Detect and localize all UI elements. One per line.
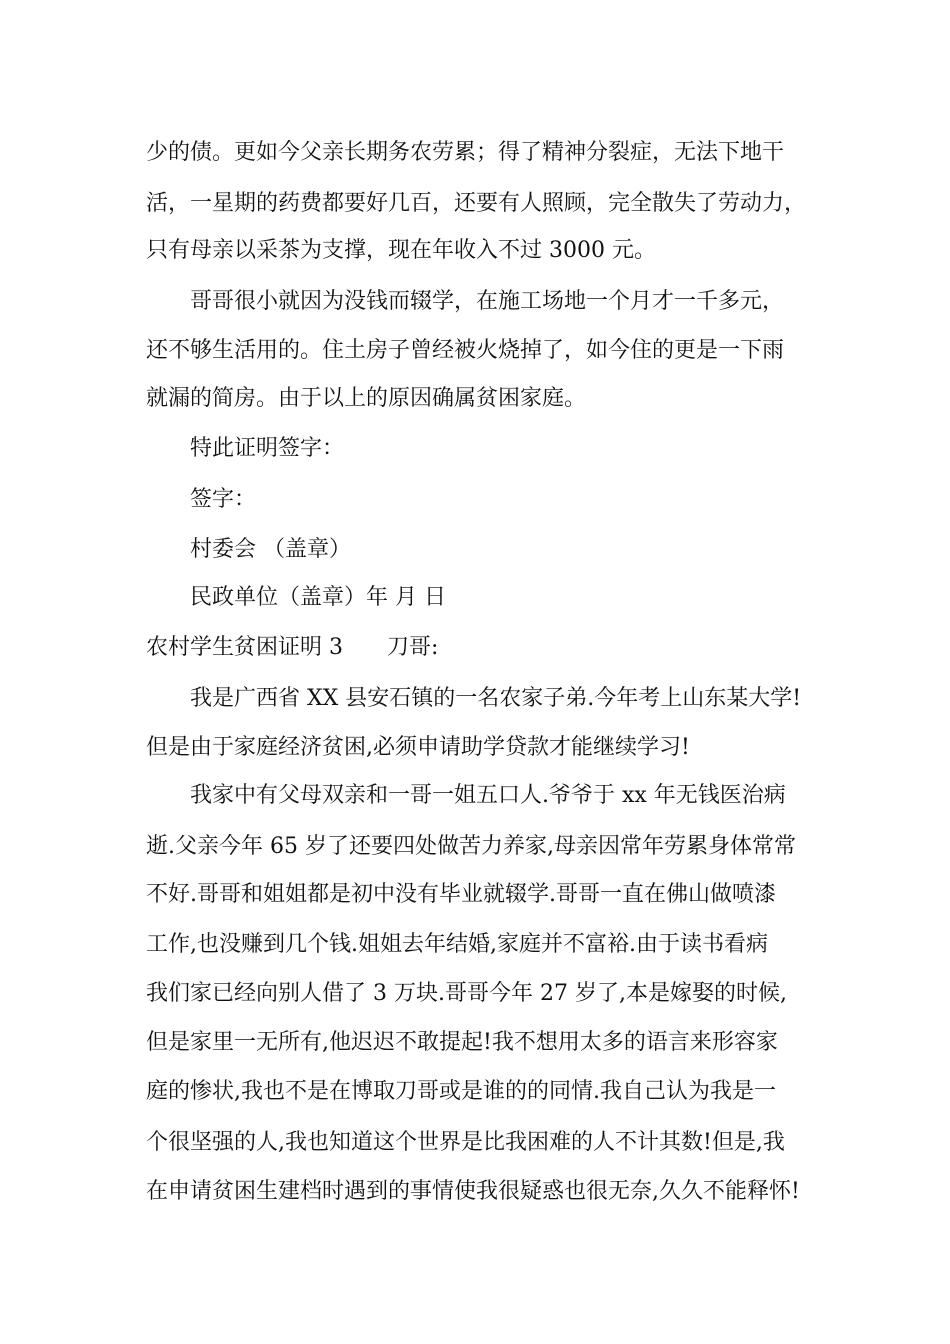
paragraph-line: 逝.父亲今年 65 岁了还要四处做苦力养家,母亲因常年劳累身体常常 — [146, 834, 796, 859]
paragraph-line: 在申请贫困生建档时遇到的事情使我很疑惑也很无奈,久久不能释怀! — [146, 1179, 800, 1204]
certification-line: 特此证明签字： — [190, 436, 345, 461]
paragraph-line: 哥哥很小就因为没钱而辍学，在施工场地一个月才一千多元， — [190, 289, 785, 314]
paragraph-line: 活，一星期的药费都要好几百，还要有人照顾，完全散失了劳动力， — [146, 191, 807, 216]
paragraph-line: 少的债。更如今父亲长期务农劳累；得了精神分裂症，无法下地干 — [146, 140, 785, 165]
paragraph-line: 只有母亲以采茶为支撑，现在年收入不过 3000 元。 — [146, 238, 656, 263]
section-greeting: 刀哥: — [387, 635, 439, 660]
paragraph-line: 个很坚强的人,我也知道这个世界是比我困难的人不计其数!但是,我 — [146, 1130, 785, 1155]
paragraph-line: 我家中有父母双亲和一哥一姐五口人.爷爷于 xx 年无钱医治病 — [190, 783, 786, 808]
paragraph-line: 庭的惨状,我也不是在博取刀哥或是谁的的同情.我自己认为我是一 — [146, 1079, 776, 1104]
paragraph-line: 我是广西省 XX 县安石镇的一名农家子弟.今年考上山东某大学! — [190, 686, 802, 711]
village-committee-seal-line: 村委会 （盖章） — [190, 537, 351, 562]
paragraph-line: 不好.哥哥和姐姐都是初中没有毕业就辍学.哥哥一直在佛山做喷漆 — [146, 882, 776, 907]
section-heading — [146, 633, 438, 663]
civil-affairs-seal-date-line: 民政单位（盖章）年 月 日 — [190, 585, 446, 610]
paragraph-line: 工作,也没赚到几个钱.姐姐去年结婚,家庭并不富裕.由于读书看病 — [146, 932, 768, 957]
paragraph-line: 就漏的简房。由于以上的原因确属贫困家庭。 — [146, 386, 587, 411]
paragraph-line: 还不够生活用的。住土房子曾经被火烧掉了，如今住的更是一下雨 — [146, 338, 785, 363]
paragraph-line: 但是家里一无所有,他迟迟不敢提起!我不想用太多的语言来形容家 — [146, 1030, 778, 1055]
signature-line: 签字： — [190, 487, 257, 512]
section-title: 农村学生贫困证明 3 — [146, 635, 343, 660]
paragraph-line: 但是由于家庭经济贫困,必须申请助学贷款才能继续学习! — [146, 735, 690, 760]
paragraph-line: 我们家已经向别人借了 3 万块.哥哥今年 27 岁了,本是嫁娶的时候, — [146, 981, 787, 1006]
